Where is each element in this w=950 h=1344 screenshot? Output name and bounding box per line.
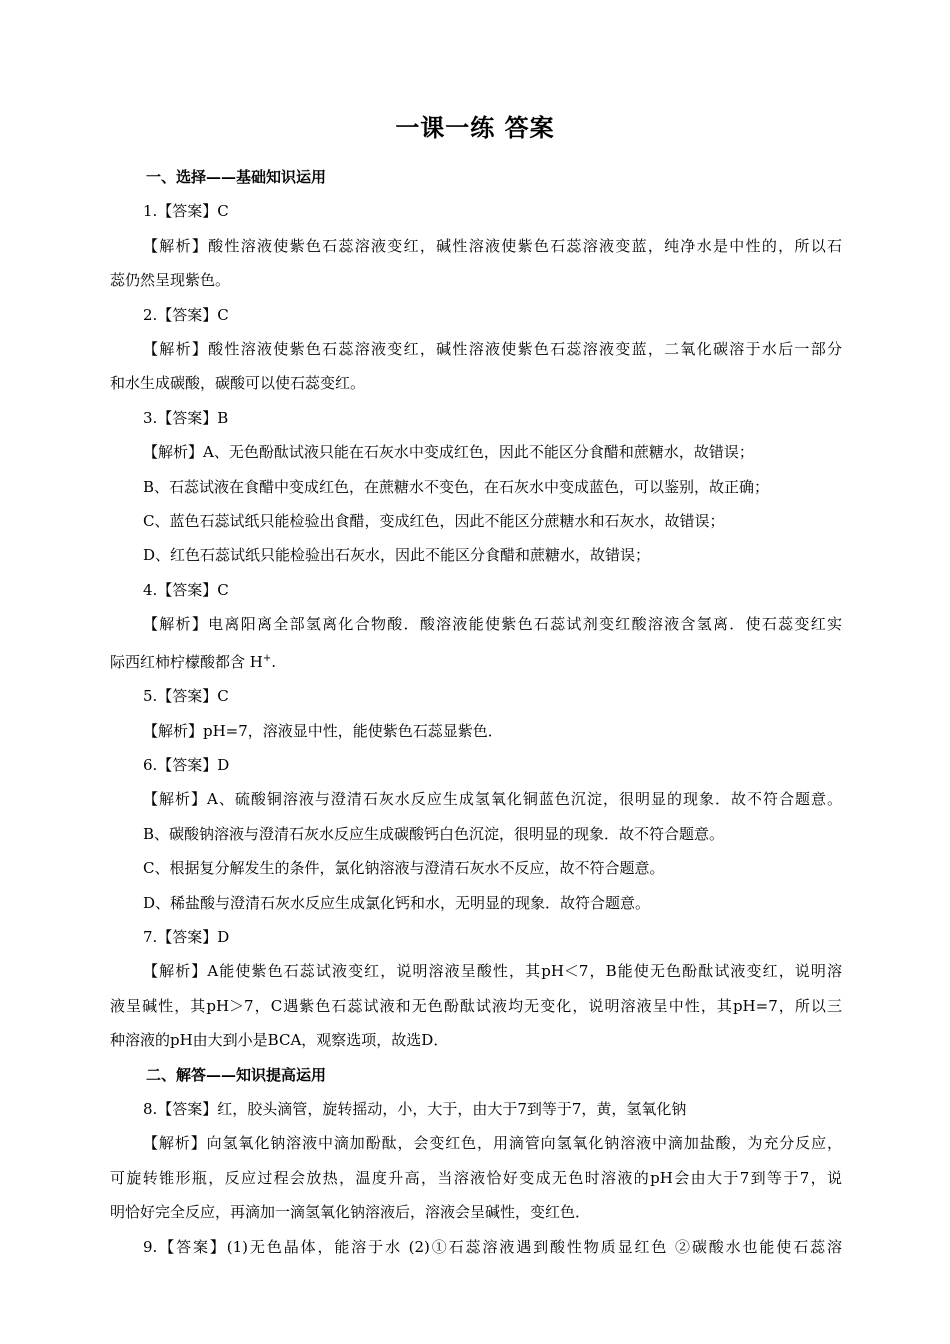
section-heading-choice: 一、选择——基础知识运用 (146, 168, 327, 186)
answer-line: 3.【答案】B (143, 408, 229, 427)
explanation-line: 【解析】A能使紫色石蕊试液变红，说明溶液呈酸性，其pH＜7，B能使无色酚酞试液变红，说明溶 (143, 962, 842, 981)
answer-line: 6.【答案】D (143, 755, 230, 774)
explanation-line: 【解析】pH=7，溶液显中性，能使紫色石蕊显紫色． (143, 721, 503, 740)
explanation-text: 际西红柿柠檬酸都含 (110, 652, 246, 671)
explanation-line: D、红色石蕊试纸只能检验出石灰水，因此不能区分食醋和蔗糖水，故错误； (143, 546, 651, 565)
explanation-line: 和水生成碳酸，碳酸可以使石蕊变红。 (110, 374, 366, 393)
answer-line: 4.【答案】C (143, 580, 229, 599)
answer-line: 8.【答案】红，胶头滴管，旋转摇动，小，大于，由大于7到等于7，黄，氢氧化钠 (143, 1099, 687, 1118)
answer-content (110, 160, 842, 1264)
section-heading-solve: 二、解答——知识提高运用 (146, 1065, 327, 1084)
explanation-line: 液呈碱性，其pH＞7，C遇紫色石蕊试液和无色酚酞试液均无变化，说明溶液呈中性，其pH=7，所以三 (110, 996, 842, 1015)
ion-symbol: H (249, 652, 263, 671)
explanation-line: 明恰好完全反应，再滴加一滴氢氧化钠溶液后，溶液会呈碱性，变红色． (110, 1203, 591, 1222)
explanation-line: 可旋转锥形瓶，反应过程会放热，温度升高，当溶液恰好变成无色时溶液的pH会由大于7到等于7，说 (110, 1168, 842, 1187)
answer-line: 1.【答案】C (143, 202, 229, 221)
explanation-line: 【解析】电离阳离全部氢离化合物酸．酸溶液能使紫色石蕊试剂变红酸溶液含氢离．使石蕊变红实 (143, 615, 842, 634)
answer-line: 7.【答案】D (143, 927, 230, 946)
explanation-line: 【解析】酸性溶液使紫色石蕊溶液变红，碱性溶液使紫色石蕊溶液变蓝，纯净水是中性的，所以石 (143, 236, 842, 255)
explanation-line: C、蓝色石蕊试纸只能检验出食醋，变成红色，因此不能区分蔗糖水和石灰水，故错误； (143, 512, 725, 531)
explanation-line: C、根据复分解发生的条件，氯化钠溶液与澄清石灰水不反应，故不符合题意。 (143, 859, 665, 878)
sentence-end: . (271, 652, 277, 671)
explanation-line: 【解析】向氢氧化钠溶液中滴加酚酞，会变红色，用滴管向氢氧化钠溶液中滴加盐酸，为充分反应， (143, 1134, 842, 1153)
page-title: 一课一练 答案 (395, 113, 555, 142)
explanation-line: B、碳酸钠溶液与澄清石灰水反应生成碳酸钙白色沉淀，很明显的现象．故不符合题意。 (143, 824, 725, 843)
explanation-line: 【解析】酸性溶液使紫色石蕊溶液变红，碱性溶液使紫色石蕊溶液变蓝，二氧化碳溶于水后一部分 (143, 340, 842, 359)
answer-line: 5.【答案】C (143, 687, 229, 706)
explanation-line: 【解析】A、硫酸铜溶液与澄清石灰水反应生成氢氧化铜蓝色沉淀，很明显的现象．故不符合题意。 (143, 790, 842, 809)
ion-charge: + (262, 652, 272, 664)
explanation-line: 种溶液的pH由大到小是BCA，观察选项，故选D． (110, 1031, 449, 1050)
explanation-line: 【解析】A、无色酚酞试液只能在石灰水中变成红色，因此不能区分食醋和蔗糖水，故错误； (143, 443, 754, 462)
explanation-line: D、稀盐酸与澄清石灰水反应生成氯化钙和水，无明显的现象．故符合题意。 (143, 893, 651, 912)
answer-line: 2.【答案】C (143, 305, 229, 324)
explanation-line (110, 642, 842, 679)
explanation-line: 蕊仍然呈现紫色。 (110, 271, 231, 290)
explanation-line: B、石蕊试液在食醋中变成红色，在蔗糖水不变色，在石灰水中变成蓝色，可以鉴别，故正确； (143, 477, 770, 496)
answer-line: 9.【答案】(1)无色晶体，能溶于水 (2)①石蕊溶液遇到酸性物质显红色 ②碳酸水也能使石蕊溶 (143, 1237, 842, 1256)
